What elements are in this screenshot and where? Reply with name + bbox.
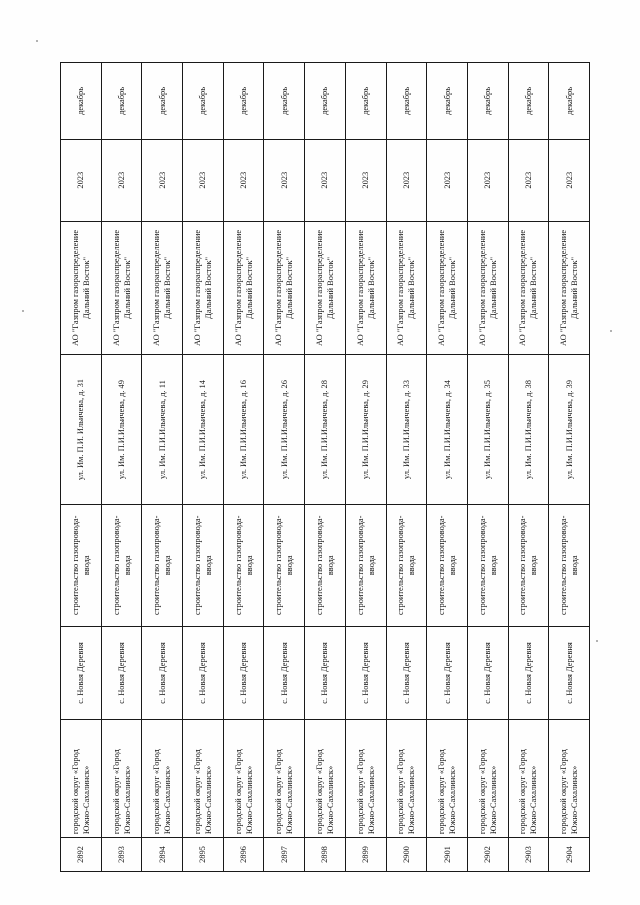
- month-cell: [468, 63, 508, 139]
- settlement-cell: [61, 626, 101, 720]
- address-text: ул. Им. П.И.Ильичева, д. 49: [117, 380, 127, 480]
- settlement-text: с. Новая Деревня: [564, 642, 574, 704]
- work-type-text: строительство газопровода-ввода: [518, 515, 539, 615]
- settlement-text: с. Новая Деревня: [76, 642, 86, 704]
- district-cell: [305, 719, 345, 837]
- organization-text: АО "Газпром газораспределение Дальний Восток": [233, 229, 254, 346]
- work-type-text: строительство газопровода-ввода: [477, 515, 498, 615]
- work-type-text: строительство газопровода-ввода: [70, 515, 91, 615]
- district-text: городской округ «Город Южно-Сахалинск»: [111, 749, 132, 835]
- year-text: 2023: [523, 171, 533, 189]
- district-text: городской округ «Город Южно-Сахалинск»: [152, 749, 173, 835]
- year-text: 2023: [401, 171, 411, 189]
- address-text: ул. Им. П.И.Ильичева, д. 26: [279, 380, 289, 480]
- month-cell: [264, 63, 304, 139]
- month-cell: [102, 63, 142, 139]
- address-cell: [549, 354, 589, 504]
- work-type-text: строительство газопровода-ввода: [111, 515, 132, 615]
- district-cell: [387, 719, 427, 837]
- organization-cell: [183, 221, 223, 355]
- work-type-cell: [387, 504, 427, 626]
- year-text: 2023: [279, 171, 289, 189]
- address-text: ул. Им. П.И.Ильичева, д. 39: [564, 380, 574, 480]
- work-type-cell: [468, 504, 508, 626]
- address-cell: [224, 354, 264, 504]
- organization-cell: [61, 221, 101, 355]
- month-text: декабрь: [401, 86, 411, 115]
- work-type-cell: [224, 504, 264, 626]
- year-cell: [183, 139, 223, 221]
- table-row: [183, 63, 224, 871]
- month-cell: [549, 63, 589, 139]
- settlement-cell: [183, 626, 223, 720]
- data-table: [60, 62, 590, 872]
- row-number-text: 2898: [320, 846, 330, 863]
- year-cell: [305, 139, 345, 221]
- month-text: декабрь: [279, 86, 289, 115]
- work-type-text: строительство газопровода-ввода: [559, 515, 580, 615]
- address-cell: [305, 354, 345, 504]
- row-number-cell: [549, 837, 589, 871]
- row-number-cell: [183, 837, 223, 871]
- settlement-cell: [305, 626, 345, 720]
- settlement-text: с. Новая Деревня: [361, 642, 371, 704]
- organization-text: АО "Газпром газораспределение Дальний Восток": [477, 229, 498, 346]
- year-cell: [387, 139, 427, 221]
- settlement-text: с. Новая Деревня: [320, 642, 330, 704]
- address-text: ул. Им. П.И.Ильичева, д. 11: [157, 380, 167, 479]
- row-number-text: 2895: [198, 846, 208, 863]
- district-text: городской округ «Город Южно-Сахалинск»: [518, 749, 539, 835]
- year-cell: [427, 139, 467, 221]
- year-cell: [224, 139, 264, 221]
- year-text: 2023: [198, 171, 208, 189]
- year-cell: [264, 139, 304, 221]
- address-text: ул. Им. П.И.Ильичева, д. 35: [483, 380, 493, 480]
- settlement-cell: [549, 626, 589, 720]
- district-cell: [142, 719, 182, 837]
- table-row: [427, 63, 468, 871]
- organization-cell: [224, 221, 264, 355]
- work-type-cell: [142, 504, 182, 626]
- organization-cell: [102, 221, 142, 355]
- month-text: декабрь: [117, 86, 127, 115]
- address-cell: [387, 354, 427, 504]
- district-text: городской округ «Город Южно-Сахалинск»: [192, 749, 213, 835]
- month-cell: [346, 63, 386, 139]
- settlement-text: с. Новая Деревня: [523, 642, 533, 704]
- work-type-cell: [183, 504, 223, 626]
- district-cell: [549, 719, 589, 837]
- address-text: ул. Им. П.И. Ильичева, д. 31: [76, 379, 86, 481]
- organization-text: АО "Газпром газораспределение Дальний Восток": [559, 229, 580, 346]
- year-text: 2023: [117, 171, 127, 189]
- row-number-cell: [427, 837, 467, 871]
- settlement-cell: [387, 626, 427, 720]
- row-number-text: 2892: [76, 846, 86, 863]
- district-text: городской округ «Город Южно-Сахалинск»: [355, 749, 376, 835]
- work-type-text: строительство газопровода-ввода: [396, 515, 417, 615]
- work-type-text: строительство газопровода-ввода: [233, 515, 254, 615]
- month-text: декабрь: [239, 86, 249, 115]
- settlement-text: с. Новая Деревня: [279, 642, 289, 704]
- row-number-cell: [346, 837, 386, 871]
- settlement-cell: [346, 626, 386, 720]
- organization-text: АО "Газпром газораспределение Дальний Восток": [396, 229, 417, 346]
- settlement-cell: [102, 626, 142, 720]
- address-text: ул. Им. П.И.Ильичева, д. 34: [442, 380, 452, 480]
- row-number-cell: [468, 837, 508, 871]
- row-number-cell: [224, 837, 264, 871]
- year-text: 2023: [76, 171, 86, 189]
- district-cell: [224, 719, 264, 837]
- work-type-cell: [346, 504, 386, 626]
- row-number-text: 2899: [361, 846, 371, 863]
- scan-speck: [610, 330, 612, 332]
- table-row: [549, 63, 589, 871]
- organization-text: АО "Газпром газораспределение Дальний Восток": [274, 229, 295, 346]
- work-type-text: строительство газопровода-ввода: [437, 515, 458, 615]
- organization-cell: [468, 221, 508, 355]
- year-cell: [509, 139, 549, 221]
- organization-text: АО "Газпром газораспределение Дальний Восток": [355, 229, 376, 346]
- year-cell: [346, 139, 386, 221]
- address-cell: [142, 354, 182, 504]
- month-text: декабрь: [483, 86, 493, 115]
- settlement-text: с. Новая Деревня: [157, 642, 167, 704]
- year-cell: [102, 139, 142, 221]
- month-text: декабрь: [442, 86, 452, 115]
- district-cell: [264, 719, 304, 837]
- row-number-text: 2896: [239, 846, 249, 863]
- work-type-cell: [61, 504, 101, 626]
- district-text: городской округ «Город Южно-Сахалинск»: [314, 749, 335, 835]
- settlement-cell: [509, 626, 549, 720]
- work-type-text: строительство газопровода-ввода: [274, 515, 295, 615]
- work-type-cell: [549, 504, 589, 626]
- organization-text: АО "Газпром газораспределение Дальний Восток": [111, 229, 132, 346]
- year-text: 2023: [361, 171, 371, 189]
- year-text: 2023: [564, 171, 574, 189]
- table-row: [346, 63, 387, 871]
- year-cell: [61, 139, 101, 221]
- month-cell: [183, 63, 223, 139]
- district-text: городской округ «Город Южно-Сахалинск»: [233, 749, 254, 835]
- scan-speck: [596, 640, 598, 642]
- month-text: декабрь: [564, 86, 574, 115]
- address-text: ул. Им. П.И.Ильичева, д. 38: [523, 380, 533, 480]
- district-text: городской округ «Город Южно-Сахалинск»: [559, 749, 580, 835]
- table-row: [264, 63, 305, 871]
- row-number-cell: [61, 837, 101, 871]
- table-row: [142, 63, 183, 871]
- organization-text: АО "Газпром газораспределение Дальний Восток": [192, 229, 213, 346]
- organization-cell: [264, 221, 304, 355]
- settlement-cell: [224, 626, 264, 720]
- work-type-cell: [264, 504, 304, 626]
- row-number-text: 2893: [117, 846, 127, 863]
- organization-text: АО "Газпром газораспределение Дальний Восток": [152, 229, 173, 346]
- organization-cell: [305, 221, 345, 355]
- row-number-text: 2900: [401, 846, 411, 863]
- work-type-text: строительство газопровода-ввода: [355, 515, 376, 615]
- organization-text: АО "Газпром газораспределение Дальний Восток": [314, 229, 335, 346]
- settlement-text: с. Новая Деревня: [117, 642, 127, 704]
- table-row: [468, 63, 509, 871]
- address-text: ул. Им. П.И.Ильичева, д. 16: [239, 380, 249, 480]
- work-type-text: строительство газопровода-ввода: [192, 515, 213, 615]
- address-cell: [264, 354, 304, 504]
- settlement-cell: [468, 626, 508, 720]
- settlement-text: с. Новая Деревня: [401, 642, 411, 704]
- year-text: 2023: [483, 171, 493, 189]
- address-text: ул. Им. П.И.Ильичева, д. 33: [401, 380, 411, 480]
- organization-cell: [509, 221, 549, 355]
- year-text: 2023: [239, 171, 249, 189]
- address-cell: [183, 354, 223, 504]
- district-text: городской округ «Город Южно-Сахалинск»: [437, 749, 458, 835]
- address-cell: [509, 354, 549, 504]
- month-cell: [142, 63, 182, 139]
- row-number-cell: [102, 837, 142, 871]
- year-cell: [468, 139, 508, 221]
- work-type-cell: [427, 504, 467, 626]
- address-cell: [61, 354, 101, 504]
- address-text: ул. Им. П.И.Ильичева, д. 28: [320, 380, 330, 480]
- table-row: [305, 63, 346, 871]
- row-number-cell: [264, 837, 304, 871]
- table-row: [102, 63, 143, 871]
- district-text: городской округ «Город Южно-Сахалинск»: [396, 749, 417, 835]
- district-cell: [346, 719, 386, 837]
- row-number-text: 2902: [483, 846, 493, 863]
- table-row: [61, 63, 102, 871]
- organization-cell: [346, 221, 386, 355]
- year-cell: [142, 139, 182, 221]
- organization-cell: [549, 221, 589, 355]
- organization-cell: [387, 221, 427, 355]
- month-cell: [305, 63, 345, 139]
- table-row: [387, 63, 428, 871]
- row-number-cell: [305, 837, 345, 871]
- row-number-cell: [142, 837, 182, 871]
- row-number-text: 2904: [564, 846, 574, 863]
- settlement-text: с. Новая Деревня: [239, 642, 249, 704]
- year-cell: [549, 139, 589, 221]
- month-cell: [61, 63, 101, 139]
- district-text: городской округ «Город Южно-Сахалинск»: [477, 749, 498, 835]
- district-text: городской округ «Город Южно-Сахалинск»: [274, 749, 295, 835]
- district-cell: [183, 719, 223, 837]
- work-type-cell: [509, 504, 549, 626]
- organization-cell: [142, 221, 182, 355]
- organization-text: АО "Газпром газораспределение Дальний Восток": [437, 229, 458, 346]
- settlement-cell: [142, 626, 182, 720]
- month-cell: [387, 63, 427, 139]
- table-row: [224, 63, 265, 871]
- district-cell: [509, 719, 549, 837]
- work-type-text: строительство газопровода-ввода: [314, 515, 335, 615]
- month-text: декабрь: [198, 86, 208, 115]
- month-text: декабрь: [76, 86, 86, 115]
- settlement-text: с. Новая Деревня: [198, 642, 208, 704]
- district-cell: [61, 719, 101, 837]
- work-type-cell: [102, 504, 142, 626]
- scan-speck: [36, 40, 38, 42]
- address-cell: [346, 354, 386, 504]
- settlement-cell: [427, 626, 467, 720]
- settlement-text: с. Новая Деревня: [483, 642, 493, 704]
- district-cell: [468, 719, 508, 837]
- organization-text: АО "Газпром газораспределение Дальний Восток": [70, 229, 91, 346]
- month-text: декабрь: [320, 86, 330, 115]
- organization-cell: [427, 221, 467, 355]
- row-number-cell: [387, 837, 427, 871]
- year-text: 2023: [157, 171, 167, 189]
- row-number-text: 2894: [157, 846, 167, 863]
- month-cell: [427, 63, 467, 139]
- table-row: [509, 63, 550, 871]
- settlement-cell: [264, 626, 304, 720]
- address-cell: [102, 354, 142, 504]
- year-text: 2023: [442, 171, 452, 189]
- month-text: декабрь: [523, 86, 533, 115]
- row-number-text: 2901: [442, 846, 452, 863]
- month-text: декабрь: [361, 86, 371, 115]
- month-cell: [224, 63, 264, 139]
- year-text: 2023: [320, 171, 330, 189]
- work-type-cell: [305, 504, 345, 626]
- address-text: ул. Им. П.И.Ильичева, д. 14: [198, 380, 208, 480]
- scan-speck: [22, 310, 24, 312]
- address-text: ул. Им. П.И.Ильичева, д. 29: [361, 380, 371, 480]
- district-text: городской округ «Город Южно-Сахалинск»: [70, 749, 91, 835]
- month-text: декабрь: [157, 86, 167, 115]
- district-cell: [427, 719, 467, 837]
- address-cell: [427, 354, 467, 504]
- row-number-text: 2903: [523, 846, 533, 863]
- settlement-text: с. Новая Деревня: [442, 642, 452, 704]
- month-cell: [509, 63, 549, 139]
- district-cell: [102, 719, 142, 837]
- work-type-text: строительство газопровода-ввода: [152, 515, 173, 615]
- row-number-text: 2897: [279, 846, 289, 863]
- organization-text: АО "Газпром газораспределение Дальний Восток": [518, 229, 539, 346]
- address-cell: [468, 354, 508, 504]
- row-number-cell: [509, 837, 549, 871]
